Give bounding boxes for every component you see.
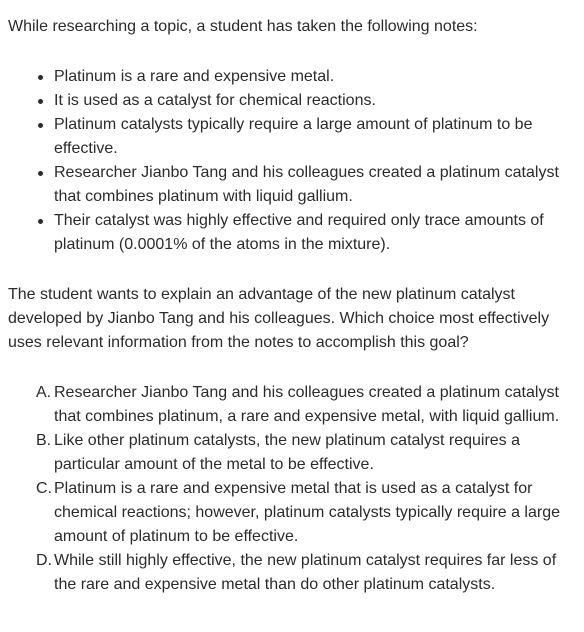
notes-list xyxy=(8,65,572,257)
note-text: It is used as a catalyst for chemical reactions. xyxy=(54,92,376,109)
note-text: Platinum is a rare and expensive metal. xyxy=(54,68,335,85)
choice-letter: B. xyxy=(36,432,52,449)
choice-b[interactable] xyxy=(36,429,572,477)
note-text: Platinum catalysts typically require a large amount of platinum to be effective. xyxy=(54,116,533,157)
choice-letter: A. xyxy=(36,384,52,401)
question-text: The student wants to explain an advantage of the new platinum catalyst developed by Jianbo Tang and his colleagues. Which choice most effectively uses relevant information from the notes to accomplish this goal? xyxy=(8,286,550,351)
answer-choices xyxy=(8,381,572,597)
choice-c[interactable] xyxy=(36,477,572,549)
intro-text: While researching a topic, a student has taken the following notes: xyxy=(8,18,478,35)
note-item xyxy=(54,161,572,209)
note-item xyxy=(54,89,572,113)
bullet-icon xyxy=(38,171,43,176)
bullet-icon xyxy=(38,123,43,128)
choice-text: Researcher Jianbo Tang and his colleagues created a platinum catalyst that combines platinum, a rare and expensive metal, with liquid gallium. xyxy=(54,384,560,425)
choice-letter: C. xyxy=(36,480,52,497)
choice-text: Like other platinum catalysts, the new platinum catalyst requires a particular amount of the metal to be effective. xyxy=(54,432,521,473)
bullet-icon xyxy=(38,99,43,104)
note-item xyxy=(54,65,572,89)
choice-text: While still highly effective, the new platinum catalyst requires far less of the rare and expensive metal than do other platinum catalysts. xyxy=(54,552,557,593)
bullet-icon xyxy=(38,75,43,80)
note-text: Researcher Jianbo Tang and his colleagues created a platinum catalyst that combines platinum with liquid gallium. xyxy=(54,164,559,205)
choice-d[interactable] xyxy=(36,549,572,597)
note-text: Their catalyst was highly effective and required only trace amounts of platinum (0.0001% of the atoms in the mixture). xyxy=(54,212,544,253)
choice-text: Platinum is a rare and expensive metal that is used as a catalyst for chemical reactions; however, platinum catalysts typically require a large amount of platinum to be effective. xyxy=(54,480,561,545)
choice-letter: D. xyxy=(36,552,52,569)
bullet-icon xyxy=(38,219,43,224)
note-item xyxy=(54,209,572,257)
note-item xyxy=(54,113,572,161)
choice-a[interactable] xyxy=(36,381,572,429)
